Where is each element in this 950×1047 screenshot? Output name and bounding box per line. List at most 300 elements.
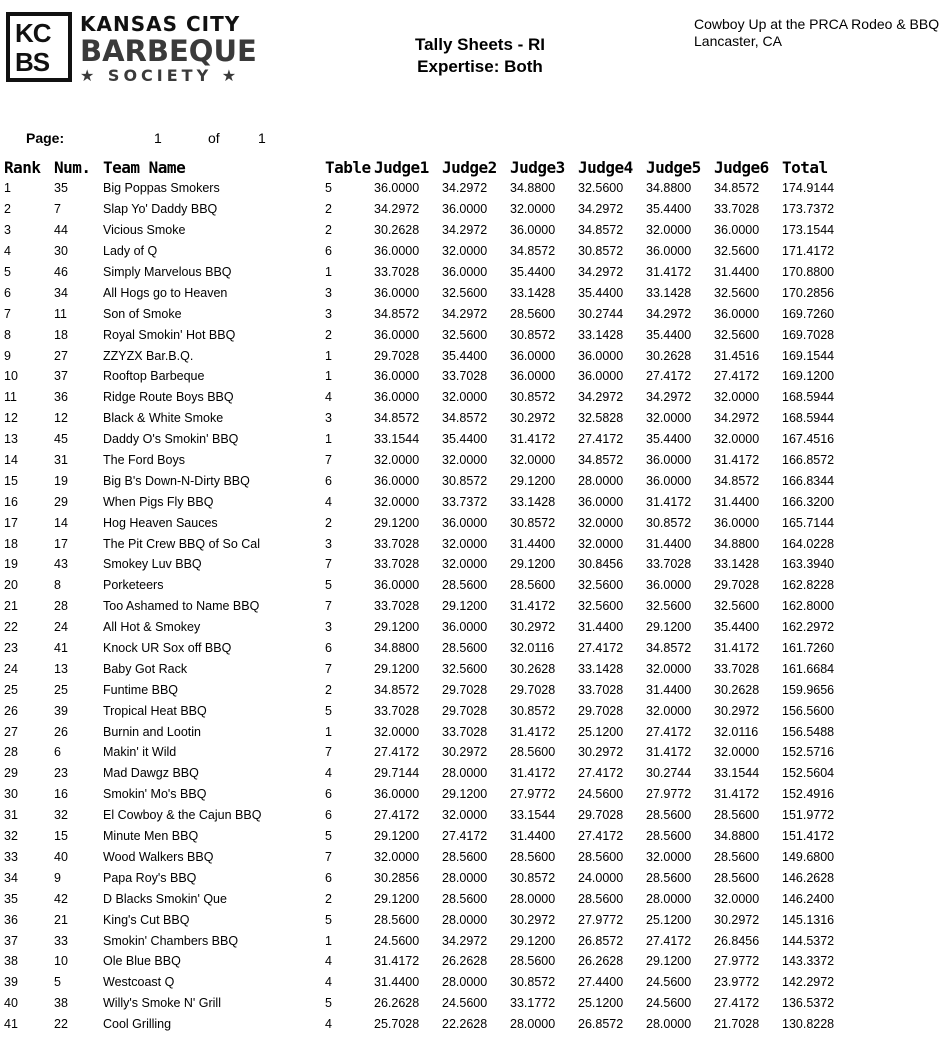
cell-team-name: Black & White Smoke [103, 411, 224, 426]
cell-judge1: 34.8572 [374, 682, 420, 697]
cell-judge5: 29.1200 [646, 954, 692, 969]
cell-judge4: 27.4400 [578, 975, 624, 990]
cell-rank: 34 [4, 870, 18, 885]
cell-judge6: 36.0000 [714, 515, 760, 530]
cell-judge1: 36.0000 [374, 285, 420, 300]
cell-judge5: 36.0000 [646, 473, 692, 488]
cell-total: 145.1316 [782, 912, 835, 927]
cell-table: 5 [325, 829, 332, 844]
cell-judge3: 28.5600 [510, 745, 556, 760]
cell-judge6: 34.8572 [714, 181, 760, 196]
cell-judge5: 32.5600 [646, 599, 692, 614]
column-header-num: Num. [54, 157, 91, 177]
cell-judge2: 32.0000 [442, 557, 488, 572]
cell-team-name: The Pit Crew BBQ of So Cal [103, 536, 261, 551]
cell-judge1: 36.0000 [374, 787, 420, 802]
cell-judge2: 32.5600 [442, 661, 488, 676]
cell-judge3: 28.5600 [510, 578, 556, 593]
cell-judge4: 33.7028 [578, 682, 624, 697]
cell-judge3: 30.8572 [510, 515, 556, 530]
event-name: Cowboy Up at the PRCA Rodeo & BBQ [694, 16, 940, 32]
cell-team-name: Wood Walkers BBQ [103, 849, 214, 864]
cell-judge2: 29.1200 [442, 599, 488, 614]
cell-judge3: 29.1200 [510, 473, 556, 488]
cell-total: 169.7260 [782, 306, 835, 321]
cell-team-name: Baby Got Rack [103, 661, 188, 676]
table-row [4, 199, 850, 220]
cell-judge5: 31.4172 [646, 745, 692, 760]
cell-team-name: The Ford Boys [103, 453, 185, 468]
cell-judge5: 31.4400 [646, 682, 692, 697]
cell-rank: 27 [4, 724, 18, 739]
cell-judge2: 30.2972 [442, 745, 488, 760]
cell-judge4: 27.9772 [578, 912, 624, 927]
cell-total: 167.4516 [782, 432, 835, 447]
cell-judge6: 30.2972 [714, 912, 760, 927]
cell-judge3: 33.1772 [510, 996, 556, 1011]
cell-judge4: 32.5600 [578, 578, 624, 593]
cell-team-name: Slap Yo' Daddy BBQ [103, 202, 218, 217]
cell-judge3: 30.8572 [510, 327, 556, 342]
cell-rank: 18 [4, 536, 18, 551]
cell-num: 14 [54, 515, 68, 530]
table-row [4, 450, 850, 471]
table-row [4, 617, 850, 638]
cell-rank: 25 [4, 682, 18, 697]
cell-team-name: Ole Blue BBQ [103, 954, 181, 969]
cell-judge2: 32.0000 [442, 808, 488, 823]
cell-judge6: 28.5600 [714, 870, 760, 885]
cell-judge2: 34.2972 [442, 181, 488, 196]
cell-table: 4 [325, 390, 332, 405]
cell-rank: 21 [4, 599, 18, 614]
cell-judge1: 30.2856 [374, 870, 420, 885]
cell-judge1: 28.5600 [374, 912, 420, 927]
column-header-table: Table [325, 157, 371, 177]
cell-team-name: D Blacks Smokin' Que [103, 891, 227, 906]
cell-total: 144.5372 [782, 933, 835, 948]
cell-team-name: All Hot & Smokey [103, 620, 201, 635]
cell-judge1: 29.7144 [374, 766, 420, 781]
cell-judge3: 34.8800 [510, 181, 556, 196]
cell-table: 1 [325, 432, 332, 447]
cell-table: 4 [325, 766, 332, 781]
cell-judge3: 33.1544 [510, 808, 556, 823]
cell-table: 1 [325, 933, 332, 948]
cell-judge5: 27.4172 [646, 369, 692, 384]
cell-judge4: 28.5600 [578, 849, 624, 864]
cell-judge2: 35.4400 [442, 348, 488, 363]
header-row [4, 156, 850, 178]
cell-num: 40 [54, 849, 68, 864]
cell-judge1: 36.0000 [374, 578, 420, 593]
cell-judge6: 33.1544 [714, 766, 760, 781]
cell-rank: 20 [4, 578, 18, 593]
cell-judge6: 34.8800 [714, 536, 760, 551]
cell-judge1: 31.4400 [374, 975, 420, 990]
cell-judge2: 32.0000 [442, 244, 488, 259]
cell-judge3: 32.0116 [510, 641, 555, 656]
table-row [4, 993, 850, 1014]
cell-judge3: 30.2972 [510, 912, 556, 927]
cell-judge2: 32.5600 [442, 327, 488, 342]
table-row [4, 554, 850, 575]
cell-judge1: 27.4172 [374, 808, 420, 823]
cell-team-name: Porketeers [103, 578, 164, 593]
cell-judge5: 24.5600 [646, 975, 692, 990]
cell-num: 35 [54, 181, 68, 196]
cell-total: 171.4172 [782, 244, 835, 259]
cell-judge1: 27.4172 [374, 745, 420, 760]
cell-judge5: 35.4400 [646, 202, 692, 217]
cell-judge3: 30.2972 [510, 620, 556, 635]
cell-judge3: 28.0000 [510, 1017, 556, 1032]
cell-rank: 29 [4, 766, 18, 781]
cell-num: 13 [54, 661, 68, 676]
cell-rank: 16 [4, 494, 18, 509]
cell-rank: 13 [4, 432, 18, 447]
cell-rank: 23 [4, 641, 18, 656]
cell-judge6: 29.7028 [714, 578, 760, 593]
cell-judge3: 28.5600 [510, 954, 556, 969]
page-of-label: of [208, 130, 220, 146]
cell-num: 10 [54, 954, 68, 969]
cell-table: 5 [325, 578, 332, 593]
cell-judge6: 31.4172 [714, 453, 760, 468]
cell-judge4: 30.2972 [578, 745, 624, 760]
table-row [4, 408, 850, 429]
table-row [4, 575, 850, 596]
cell-judge6: 28.5600 [714, 849, 760, 864]
cell-judge1: 34.8800 [374, 641, 420, 656]
cell-judge4: 36.0000 [578, 494, 624, 509]
cell-judge5: 34.8572 [646, 641, 692, 656]
cell-num: 5 [54, 975, 61, 990]
cell-total: 168.5944 [782, 390, 835, 405]
cell-table: 1 [325, 265, 332, 279]
cell-judge1: 32.0000 [374, 494, 420, 509]
page-label: Page: [26, 130, 65, 146]
cell-num: 46 [54, 265, 68, 279]
kcbs-logo [6, 12, 268, 86]
cell-judge6: 31.4172 [714, 787, 760, 802]
cell-judge5: 27.9772 [646, 787, 692, 802]
cell-judge4: 31.4400 [578, 620, 624, 635]
cell-num: 22 [54, 1017, 68, 1032]
cell-judge1: 32.0000 [374, 849, 420, 864]
cell-judge2: 28.5600 [442, 891, 488, 906]
cell-total: 169.7028 [782, 327, 835, 342]
cell-judge1: 32.0000 [374, 724, 420, 739]
table-row [4, 1014, 850, 1035]
cell-judge1: 36.0000 [374, 181, 420, 196]
cell-team-name: Knock UR Sox off BBQ [103, 641, 232, 656]
cell-num: 9 [54, 870, 61, 885]
cell-rank: 15 [4, 473, 18, 488]
cell-num: 7 [54, 202, 61, 217]
tally-table-body [4, 178, 850, 1035]
logo-line-society: ★ SOCIETY ★ [80, 66, 241, 85]
page-current: 1 [154, 130, 162, 146]
cell-total: 174.9144 [782, 181, 835, 196]
cell-team-name: ZZYZX Bar.B.Q. [103, 348, 194, 363]
cell-total: 159.9656 [782, 682, 835, 697]
cell-table: 6 [325, 870, 332, 885]
cell-judge4: 32.0000 [578, 536, 624, 551]
table-row [4, 387, 850, 408]
table-row [4, 805, 850, 826]
cell-judge6: 33.7028 [714, 202, 760, 217]
cell-total: 146.2400 [782, 891, 835, 906]
cell-rank: 14 [4, 453, 18, 468]
cell-judge1: 29.1200 [374, 829, 420, 844]
cell-table: 6 [325, 808, 332, 823]
cell-judge4: 33.1428 [578, 327, 624, 342]
cell-num: 26 [54, 724, 68, 739]
table-row [4, 366, 850, 387]
cell-team-name: King's Cut BBQ [103, 912, 190, 927]
cell-judge6: 32.5600 [714, 244, 760, 259]
cell-judge6: 36.0000 [714, 306, 760, 321]
cell-judge4: 30.2744 [578, 306, 624, 321]
cell-judge6: 34.8800 [714, 829, 760, 844]
table-row [4, 512, 850, 533]
column-header-judge4: Judge4 [578, 157, 633, 177]
table-row [4, 826, 850, 847]
report-header [370, 34, 590, 78]
cell-table: 3 [325, 411, 332, 426]
cell-team-name: El Cowboy & the Cajun BBQ [103, 808, 262, 823]
cell-team-name: When Pigs Fly BBQ [103, 494, 214, 509]
cell-judge6: 31.4172 [714, 641, 760, 656]
cell-judge6: 32.5600 [714, 285, 760, 300]
cell-rank: 3 [4, 223, 11, 238]
cell-num: 27 [54, 348, 68, 363]
table-row [4, 784, 850, 805]
logo-wordmark [80, 12, 257, 86]
report-title: Tally Sheets - RI [414, 35, 546, 54]
cell-num: 18 [54, 327, 68, 342]
column-header-total: Total [782, 157, 828, 177]
cell-judge1: 33.7028 [374, 557, 420, 572]
cell-judge5: 36.0000 [646, 453, 692, 468]
cell-total: 168.5944 [782, 411, 835, 426]
cell-num: 24 [54, 620, 68, 635]
cell-judge1: 34.8572 [374, 306, 420, 321]
cell-judge2: 26.2628 [442, 954, 488, 969]
cell-judge5: 31.4172 [646, 265, 692, 279]
cell-total: 170.8800 [782, 265, 835, 279]
cell-judge1: 24.5600 [374, 933, 420, 948]
cell-table: 3 [325, 536, 332, 551]
tally-table-header [4, 156, 850, 178]
cell-judge2: 33.7028 [442, 369, 488, 384]
table-row [4, 847, 850, 868]
logo-line-barbeque: BARBEQUE [80, 34, 257, 68]
cell-judge3: 29.7028 [510, 682, 556, 697]
cell-rank: 40 [4, 996, 18, 1011]
cell-judge5: 35.4400 [646, 327, 692, 342]
cell-total: 130.8228 [782, 1017, 835, 1032]
cell-judge5: 28.0000 [646, 1017, 692, 1032]
cell-judge6: 32.0000 [714, 390, 760, 405]
cell-total: 164.0228 [782, 536, 835, 551]
tally-table [4, 156, 850, 1035]
table-row [4, 763, 850, 784]
cell-num: 6 [54, 745, 61, 760]
cell-num: 21 [54, 912, 68, 927]
cell-num: 38 [54, 996, 68, 1011]
cell-judge1: 25.7028 [374, 1017, 420, 1032]
cell-num: 29 [54, 494, 68, 509]
cell-judge3: 31.4172 [510, 599, 556, 614]
table-row [4, 282, 850, 303]
cell-judge4: 27.4172 [578, 766, 624, 781]
cell-table: 6 [325, 641, 332, 656]
cell-judge5: 34.8800 [646, 181, 692, 196]
cell-total: 170.2856 [782, 285, 835, 300]
cell-num: 39 [54, 703, 68, 718]
cell-judge1: 29.7028 [374, 348, 420, 363]
cell-total: 152.5716 [782, 745, 835, 760]
cell-team-name: Funtime BBQ [103, 682, 179, 697]
cell-judge4: 32.5600 [578, 599, 624, 614]
column-header-judge5: Judge5 [646, 157, 701, 177]
cell-judge6: 32.0000 [714, 745, 760, 760]
table-row [4, 909, 850, 930]
cell-judge6: 31.4400 [714, 494, 760, 509]
cell-judge6: 21.7028 [714, 1017, 760, 1032]
cell-table: 2 [325, 891, 332, 906]
cell-total: 169.1200 [782, 369, 835, 384]
cell-total: 151.4172 [782, 829, 835, 844]
cell-judge2: 36.0000 [442, 620, 488, 635]
cell-judge4: 27.4172 [578, 641, 624, 656]
cell-rank: 38 [4, 954, 18, 969]
cell-judge1: 36.0000 [374, 369, 420, 384]
cell-total: 166.8344 [782, 473, 835, 488]
cell-judge3: 36.0000 [510, 223, 556, 238]
cell-num: 16 [54, 787, 68, 802]
cell-judge1: 29.1200 [374, 620, 420, 635]
cell-judge4: 24.0000 [578, 870, 624, 885]
table-row [4, 638, 850, 659]
column-header-judge2: Judge2 [442, 157, 497, 177]
cell-judge5: 29.1200 [646, 620, 692, 635]
cell-judge1: 36.0000 [374, 390, 420, 405]
cell-rank: 24 [4, 661, 18, 676]
cell-judge3: 27.9772 [510, 787, 556, 802]
cell-judge2: 29.7028 [442, 703, 488, 718]
table-row [4, 721, 850, 742]
cell-rank: 5 [4, 265, 11, 279]
cell-rank: 8 [4, 327, 11, 342]
cell-judge4: 34.2972 [578, 390, 624, 405]
cell-total: 149.6800 [782, 849, 835, 864]
cell-judge5: 32.0000 [646, 223, 692, 238]
cell-judge5: 28.5600 [646, 870, 692, 885]
cell-judge6: 27.4172 [714, 996, 760, 1011]
cell-judge6: 23.9772 [714, 975, 760, 990]
cell-table: 2 [325, 682, 332, 697]
cell-judge2: 35.4400 [442, 432, 488, 447]
cell-total: 156.5600 [782, 703, 835, 718]
cell-table: 2 [325, 223, 332, 238]
cell-num: 28 [54, 599, 68, 614]
cell-judge4: 30.8456 [578, 557, 624, 572]
cell-total: 146.2628 [782, 870, 835, 885]
cell-judge1: 36.0000 [374, 473, 420, 488]
cell-judge4: 26.8572 [578, 933, 624, 948]
cell-num: 23 [54, 766, 68, 781]
cell-judge4: 36.0000 [578, 369, 624, 384]
cell-judge6: 26.8456 [714, 933, 760, 948]
cell-team-name: Smokin' Mo's BBQ [103, 787, 207, 802]
cell-table: 7 [325, 453, 332, 468]
cell-team-name: Vicious Smoke [103, 223, 186, 238]
cell-judge2: 29.1200 [442, 787, 488, 802]
cell-judge6: 27.4172 [714, 369, 760, 384]
table-row [4, 533, 850, 554]
cell-judge3: 31.4172 [510, 724, 556, 739]
cell-judge3: 30.8572 [510, 390, 556, 405]
cell-table: 1 [325, 369, 332, 384]
page-total: 1 [258, 130, 266, 146]
cell-judge5: 32.0000 [646, 849, 692, 864]
cell-num: 32 [54, 808, 68, 823]
cell-judge1: 29.1200 [374, 661, 420, 676]
cell-judge1: 26.2628 [374, 996, 420, 1011]
cell-judge4: 32.0000 [578, 515, 624, 530]
cell-judge5: 36.0000 [646, 578, 692, 593]
cell-total: 143.3372 [782, 954, 835, 969]
table-row [4, 491, 850, 512]
table-row [4, 241, 850, 262]
cell-judge5: 33.7028 [646, 557, 692, 572]
cell-judge3: 33.1428 [510, 285, 556, 300]
cell-judge5: 33.1428 [646, 285, 692, 300]
cell-rank: 39 [4, 975, 18, 990]
cell-judge5: 32.0000 [646, 661, 692, 676]
cell-judge3: 30.2628 [510, 661, 556, 676]
cell-team-name: Papa Roy's BBQ [103, 870, 197, 885]
cell-table: 5 [325, 703, 332, 718]
cell-judge2: 28.5600 [442, 641, 488, 656]
cell-judge5: 31.4172 [646, 494, 692, 509]
cell-judge6: 32.5600 [714, 327, 760, 342]
table-row [4, 303, 850, 324]
cell-judge2: 33.7372 [442, 494, 488, 509]
cell-total: 162.2972 [782, 620, 835, 635]
cell-team-name: Too Ashamed to Name BBQ [103, 599, 260, 614]
cell-judge4: 28.0000 [578, 473, 624, 488]
table-row [4, 951, 850, 972]
cell-judge5: 30.2744 [646, 766, 692, 781]
cell-team-name: Daddy O's Smokin' BBQ [103, 432, 239, 447]
cell-judge6: 30.2972 [714, 703, 760, 718]
cell-rank: 32 [4, 829, 18, 844]
cell-table: 6 [325, 787, 332, 802]
cell-total: 156.5488 [782, 724, 835, 739]
cell-total: 166.3200 [782, 494, 835, 509]
cell-table: 1 [325, 724, 332, 739]
cell-judge3: 28.5600 [510, 849, 556, 864]
cell-judge6: 31.4400 [714, 265, 760, 279]
cell-num: 45 [54, 432, 68, 447]
column-header-judge1: Judge1 [374, 157, 429, 177]
cell-judge2: 32.0000 [442, 453, 488, 468]
event-info [694, 16, 944, 50]
